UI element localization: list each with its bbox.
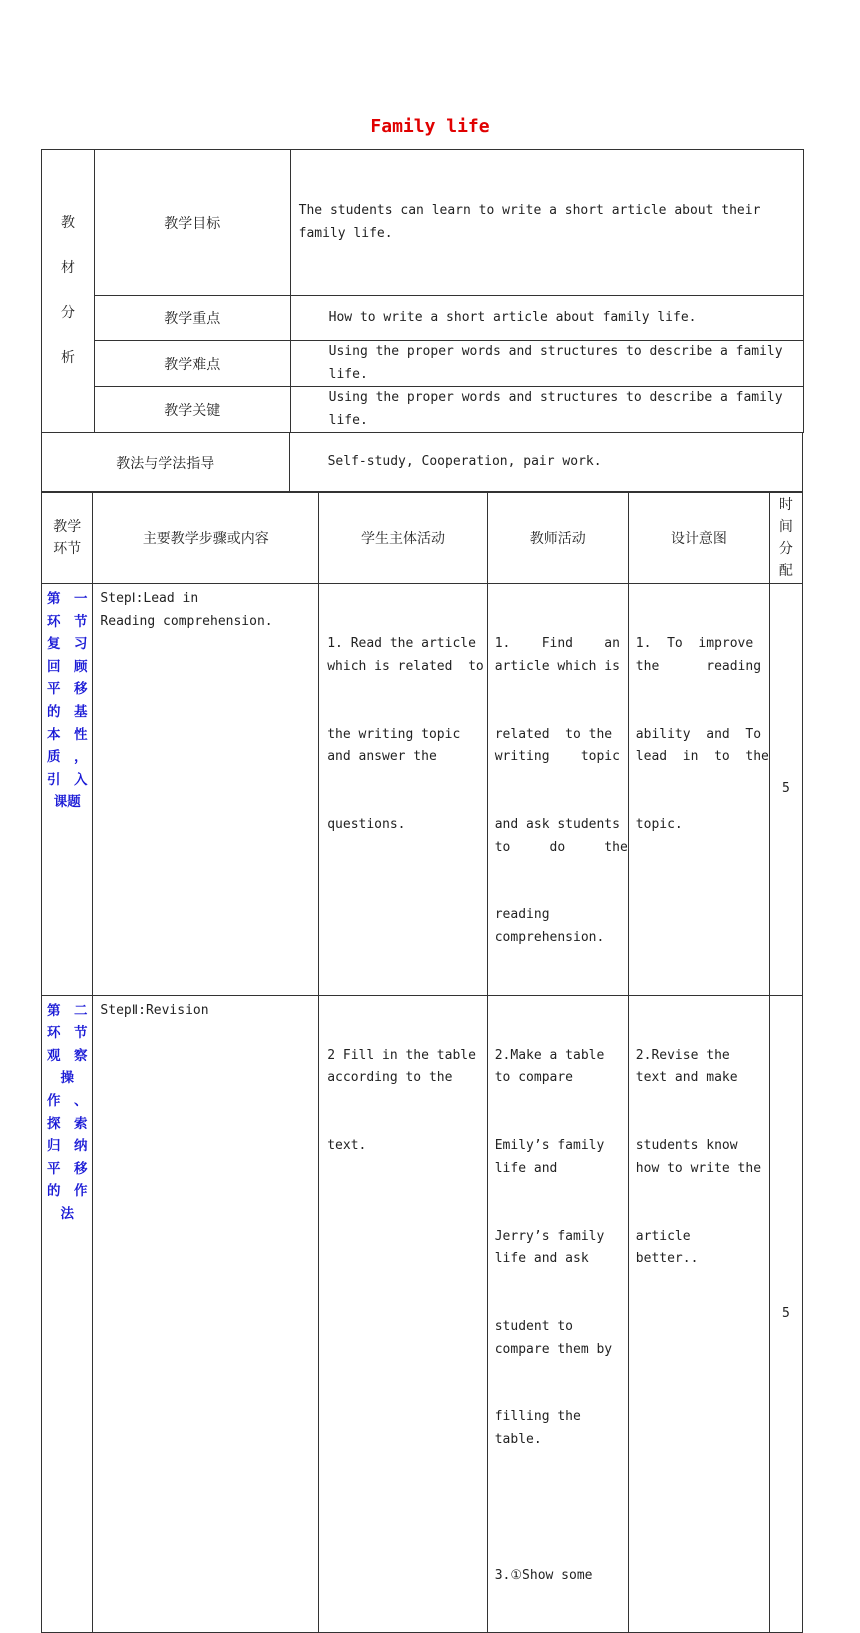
side-char: 分 [60, 305, 75, 322]
row-label-key: 教学关键 [94, 387, 290, 433]
teacher-cell: 2.Make a table to compare Emily’s family life and Jerry’s family life and ask student to compare them by filling the table. 3.①Show some [487, 995, 628, 1633]
student-cell: 1. Read the article which is related to the writing topic and answer the questions. [319, 584, 488, 996]
analysis-side-label [42, 150, 95, 433]
stage-cell: 第 一 环 节 复 习 回 顾 平 移 的 基 本 性 质 ， 引 入 课题 [42, 584, 93, 996]
row-text-difficulty: Using the proper words and structures to describe a family life. [290, 341, 803, 387]
method-text: Self-study, Cooperation, pair work. [289, 433, 802, 493]
design-cell: 1. To improve the reading ability and To lead in to the topic. [628, 584, 769, 996]
header-design: 设计意图 [628, 492, 769, 584]
document-title: Family life [370, 116, 490, 137]
header-student: 学生主体活动 [319, 492, 488, 584]
header-stage: 教学 环节 [42, 492, 93, 584]
header-time: 时 间 分 配 [769, 492, 802, 584]
analysis-table [41, 149, 804, 433]
time-cell: 5 [769, 584, 802, 996]
content-cell: StepⅡ:Revision [93, 995, 319, 1633]
table-row [42, 584, 803, 996]
row-text-objective: The students can learn to write a short article about their family life. [290, 150, 803, 296]
side-char: 析 [60, 350, 75, 367]
side-char: 教 [60, 215, 75, 232]
row-label-difficulty: 教学难点 [94, 341, 290, 387]
stage-cell: 第 二 环 节 观 察 操 作 、 探 索 归 纳 平 移 的 作 法 [42, 995, 93, 1633]
process-table [41, 491, 803, 1633]
content-cell: StepⅠ:Lead in Reading comprehension. [93, 584, 319, 996]
header-content: 主要教学步骤或内容 [93, 492, 319, 584]
teacher-cell: 1. Find an article which is related to the writing topic and ask students to do the reading comprehension. [487, 584, 628, 996]
side-char: 材 [60, 260, 75, 277]
student-cell: 2 Fill in the table according to the text. [319, 995, 488, 1633]
method-label: 教法与学法指导 [42, 433, 290, 493]
row-text-key-point: How to write a short article about family life. [290, 296, 803, 341]
row-label-key-point: 教学重点 [94, 296, 290, 341]
row-label-objective: 教学目标 [94, 150, 290, 296]
time-cell: 5 [769, 995, 802, 1633]
design-cell: 2.Revise the text and make students know how to write the article better.. [628, 995, 769, 1633]
method-table [41, 432, 803, 493]
table-row [42, 995, 803, 1633]
row-text-key: Using the proper words and structures to describe a family life. [290, 387, 803, 433]
header-teacher: 教师活动 [487, 492, 628, 584]
